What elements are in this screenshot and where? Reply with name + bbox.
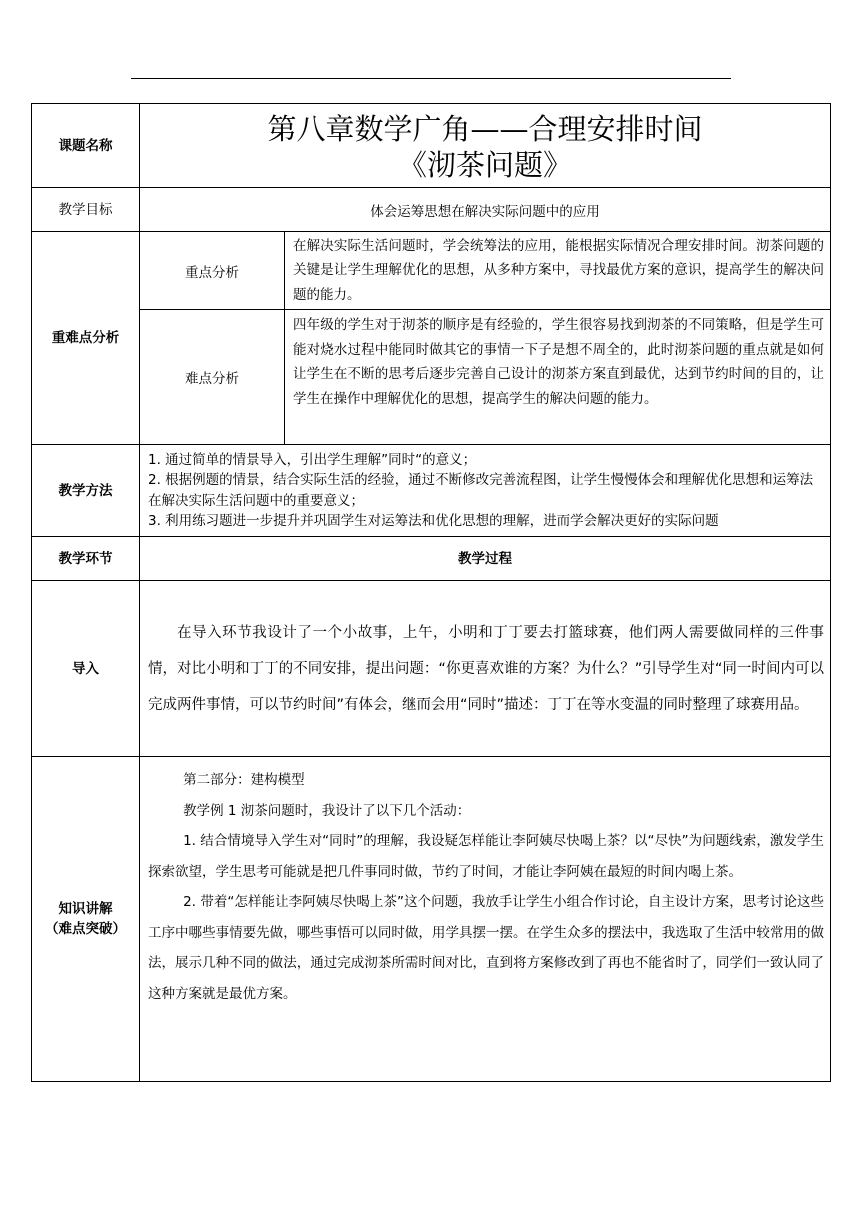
difficulty-label: 重难点分析 [32,232,140,445]
row-method [32,445,831,537]
goal-text: 体会运筹思想在解决实际问题中的应用 [140,188,831,232]
method-item-2: 2. 根据例题的情景，结合实际生活的经验，通过不断修改完善流程图，让学生慢慢体会和理解优化思想和运筹法在解决实际生活问题中的重要意义； [148,472,814,509]
row-goal [32,188,831,232]
stage-label: 教学环节 [32,537,140,581]
header-rule [131,78,731,79]
knowledge-intro: 教学例 1 沏茶问题时，我设计了以下几个活动： [183,802,471,819]
knowledge-label-cell [32,757,140,1082]
knowledge-cell [140,757,831,1082]
row-stage-header [32,537,831,581]
process-label: 教学过程 [140,537,831,581]
hard-text: 四年级的学生对于沏茶的顺序是有经验的，学生很容易找到沏茶的不同策略，但是学生可能对烧水过程中能同时做其它的事情一下子是想不周全的，此时沏茶问题的重点就是如何让学生在不断的思考后逐步完善自己设计的沏茶方案直到最优，达到节约时间的目的，让学生在操作中理解优化的思想，提高学生的解决问题的能力。 [293,317,825,407]
intro-cell [140,581,831,757]
method-cell [140,445,831,537]
row-hard-point [32,310,831,445]
method-label: 教学方法 [32,445,140,537]
lesson-plan-table [31,103,831,1082]
key-text: 在解决实际生活问题时，学会统筹法的应用，能根据实际情况合理安排时间。沏茶问题的关键是让学生理解优化的思想，从多种方案中，寻找最优方案的意识，提高学生的解决问题的能力。 [293,237,825,303]
knowledge-label: 知识讲解 [58,901,113,917]
hard-text-cell [285,310,831,445]
knowledge-item-1: 1. 结合情境导入学生对“同时”的理解，我设疑怎样能让李阿姨尽快喝上茶？以“尽快”为问题线索，激发学生探索欲望，学生思考可能就是把几件事同时做，节约了时间，才能让李阿姨在最短的时间内喝上茶。 [148,833,825,880]
knowledge-heading: 第二部分：建构模型 [183,772,305,788]
intro-text: 在导入环节我设计了一个小故事，上午，小明和丁丁要去打篮球赛，他们两人需要做同样的三件事情，对比小明和丁丁的不同安排，提出问题：“你更喜欢谁的方案？为什么？”引导学生对“同一时间内可以完成两件事情，可以节约时间”有体会，继而会用“同时”描述：丁丁在等水变温的同时整理了球赛用品。 [148,624,825,713]
intro-label: 导入 [32,581,140,757]
title-cell [140,104,831,188]
knowledge-item-2: 2. 带着“怎样能让李阿姨尽快喝上茶”这个问题，我放手让学生小组合作讨论，自主设计方案，思考讨论这些工序中哪些事情要先做，哪些事悟可以同时做，用学具摆一摆。在学生众多的摆法中，我选取了生活中较常用的做法，展示几种不同的做法，通过完成沏茶所需时间对比，直到将方案修改到了再也不能省时了，同学们一致认同了这种方案就是最优方案。 [148,894,825,1002]
key-text-cell [285,232,831,310]
row-intro [32,581,831,757]
method-item-1: 1. 通过简单的情景导入，引出学生理解”同时“的意义； [148,451,477,468]
title-label: 课题名称 [32,104,140,188]
row-key-point [32,232,831,310]
lesson-subtitle: 《沏茶问题》 [398,147,573,182]
hard-label: 难点分析 [140,310,285,445]
row-title [32,104,831,188]
goal-label: 教学目标 [32,188,140,232]
lesson-title: 第八章数学广角——合理安排时间 [267,111,703,146]
row-knowledge [32,757,831,1082]
key-label: 重点分析 [140,232,285,310]
method-item-3: 3. 利用练习题进一步提升并巩固学生对运筹法和优化思想的理解，进而学会解决更好的实际问题 [148,513,719,529]
knowledge-sublabel: （难点突破） [45,921,126,937]
